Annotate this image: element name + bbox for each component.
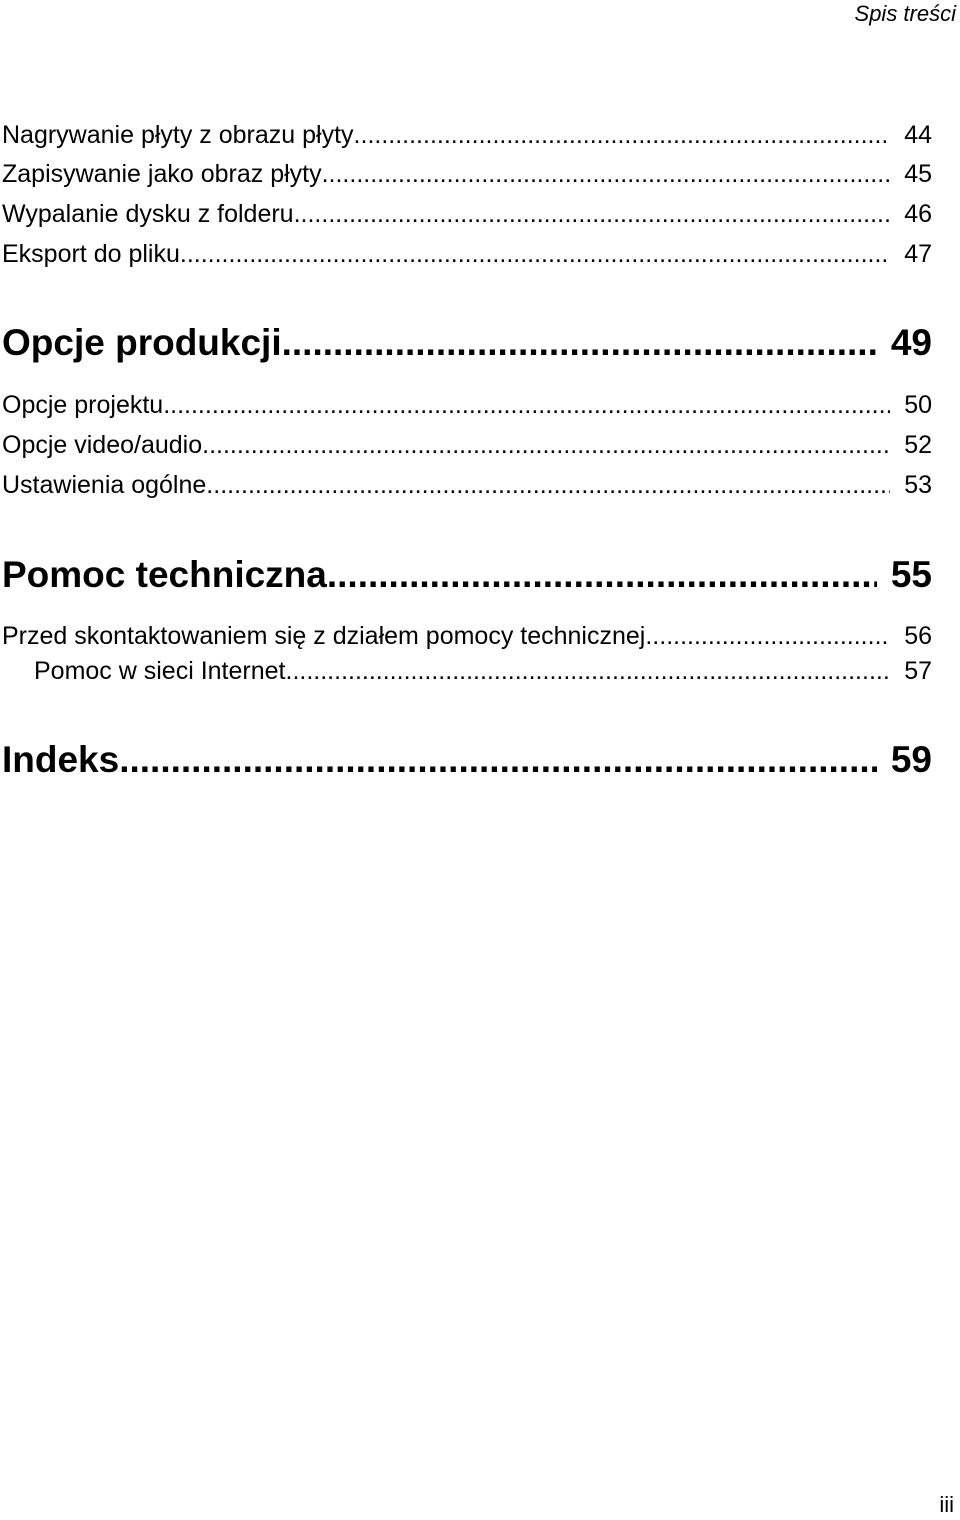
toc-chapter[interactable]: [2, 737, 932, 783]
dot-leader: [645, 620, 890, 652]
dot-leader: [163, 389, 890, 421]
toc-entry-page: 57: [904, 657, 932, 685]
toc-entry-page: 50: [904, 391, 932, 419]
toc-chapter-page: 55: [890, 554, 932, 595]
toc-entry-page: 46: [904, 200, 932, 228]
running-header: Spis treści: [854, 1, 956, 26]
dot-leader: [119, 737, 877, 783]
toc-chapter-title: Indeks: [2, 739, 120, 780]
toc-entry[interactable]: [2, 620, 932, 652]
toc-chapter-title: Pomoc techniczna: [2, 554, 327, 595]
toc-entry[interactable]: [2, 119, 932, 151]
toc-entry-title: Eksport do pliku: [2, 240, 180, 268]
toc-entry-title: Nagrywanie płyty z obrazu płyty: [2, 121, 354, 149]
dot-leader: [282, 320, 877, 366]
toc-chapter[interactable]: [2, 320, 932, 366]
toc-entry[interactable]: [2, 469, 932, 501]
toc-entry-title: Ustawienia ogólne: [2, 471, 207, 499]
toc-entry-page: 56: [904, 622, 932, 650]
toc-entry[interactable]: [2, 238, 932, 270]
toc-entry-title: Zapisywanie jako obraz płyty: [2, 160, 322, 188]
toc-entry-title: Opcje projektu: [2, 391, 164, 419]
dot-leader: [327, 552, 877, 598]
toc-entry-page: 53: [904, 471, 932, 499]
toc-entry-title: Wypalanie dysku z folderu: [2, 200, 294, 228]
dot-leader: [354, 119, 891, 151]
dot-leader: [322, 158, 891, 190]
toc-entry-page: 47: [904, 240, 932, 268]
toc-entry[interactable]: [2, 198, 932, 230]
dot-leader: [294, 198, 891, 230]
dot-leader: [286, 655, 891, 687]
toc-chapter-title: Opcje produkcji: [2, 322, 282, 363]
toc-entry[interactable]: [2, 389, 932, 421]
toc-entry[interactable]: [2, 158, 932, 190]
toc-chapter-page: 49: [890, 322, 932, 363]
dot-leader: [206, 469, 890, 501]
toc-entry-page: 52: [904, 431, 932, 459]
toc-entry[interactable]: [2, 655, 932, 687]
dot-leader: [202, 429, 890, 461]
page-number: iii: [939, 1492, 954, 1517]
toc-entry-title: Opcje video/audio: [2, 431, 203, 459]
toc-entry[interactable]: [2, 429, 932, 461]
toc-chapter-page: 59: [890, 739, 932, 780]
toc-entry-title: Pomoc w sieci Internet: [34, 657, 286, 685]
toc-chapter[interactable]: [2, 552, 932, 598]
toc-entry-page: 44: [904, 121, 932, 149]
toc-entry-page: 45: [904, 160, 932, 188]
toc-entry-title: Przed skontaktowaniem się z działem pomocy technicznej: [2, 622, 646, 650]
dot-leader: [180, 238, 890, 270]
